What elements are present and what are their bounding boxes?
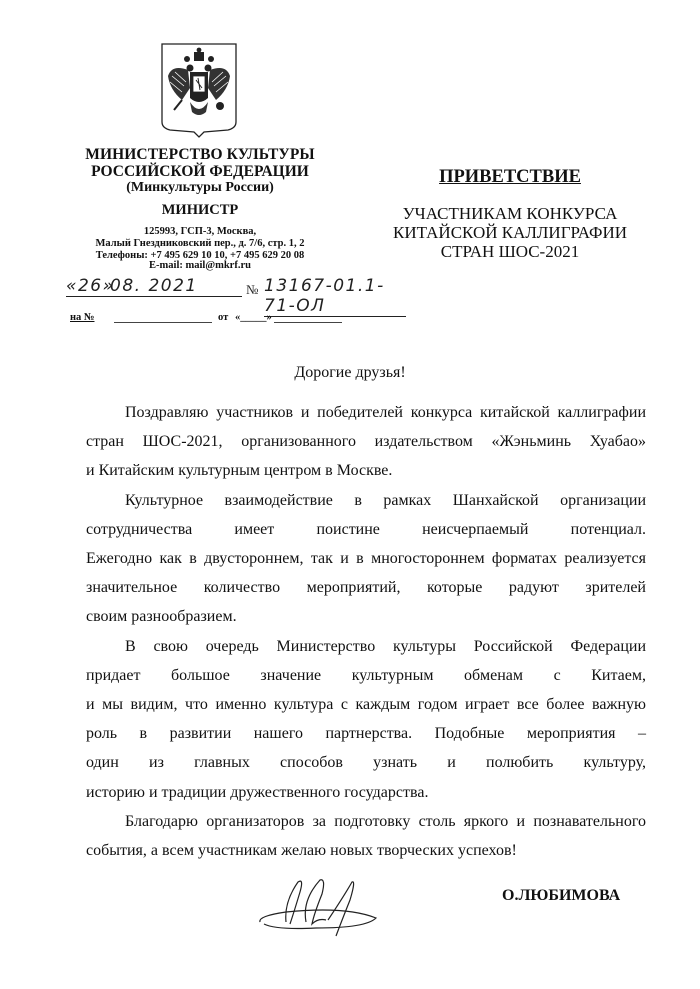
registration-line bbox=[66, 276, 406, 316]
text-line: Культурное взаимодействие в рамках Шанхайской организации bbox=[125, 491, 646, 509]
reference-from-label: от bbox=[218, 312, 229, 323]
email-address: E-mail: mail@mkrf.ru bbox=[149, 260, 251, 271]
text-line: Благодарю организаторов за подготовку столь яркого и познавательного bbox=[125, 812, 646, 830]
paragraph bbox=[86, 398, 646, 486]
signer-name: О.ЛЮБИМОВА bbox=[502, 887, 621, 904]
phone-numbers: Телефоны: +7 495 629 10 10, +7 495 629 20 08 bbox=[95, 250, 305, 261]
paragraph bbox=[86, 632, 646, 807]
text-line: один из главных способов узнать и полюбить культуру, bbox=[86, 754, 646, 772]
reference-number-blank bbox=[114, 322, 212, 323]
text-line: В свою очередь Министерство культуры Российской Федерации bbox=[125, 637, 646, 655]
reference-day-blank: «_____» bbox=[235, 312, 272, 323]
ministry-short-name: (Минкультуры России) bbox=[126, 180, 274, 195]
text-line: историю и традиции дружественного государства. bbox=[86, 783, 429, 801]
reference-number-label: на № bbox=[70, 312, 95, 323]
subtitle-line: УЧАСТНИКАМ КОНКУРСА bbox=[402, 204, 618, 223]
reference-date-blank bbox=[274, 322, 342, 323]
paragraph bbox=[86, 807, 646, 865]
text-line: события, а всем участникам желаю новых творческих успехов! bbox=[86, 842, 517, 860]
salutation: Дорогие друзья! bbox=[294, 364, 406, 381]
text-line: и Китайским культурным центром в Москве. bbox=[86, 462, 393, 480]
subtitle-line: СТРАН ШОС-2021 bbox=[440, 242, 580, 261]
registration-number: 13167-01.1-71-ОЛ bbox=[264, 276, 406, 317]
document-title: ПРИВЕТСТВИЕ bbox=[439, 167, 581, 187]
handwritten-signature-icon bbox=[256, 872, 386, 942]
ministry-name-line2: РОССИЙСКОЙ ФЕДЕРАЦИИ bbox=[91, 163, 309, 180]
registration-date-day: «26» bbox=[66, 276, 115, 296]
text-line: придает большое значение культурным обменам с Китаем, bbox=[86, 666, 646, 684]
russian-coat-of-arms-icon bbox=[160, 42, 238, 138]
text-line: Поздравляю участников и победителей конкурса китайской каллиграфии bbox=[125, 404, 646, 421]
text-line: своим разнообразием. bbox=[86, 608, 237, 626]
text-line: значительное количество мероприятий, которые радуют зрителей bbox=[86, 579, 646, 597]
text-line: Ежегодно как в двустороннем, так и в многостороннем форматах реализуется bbox=[86, 550, 646, 568]
address-line1: 125993, ГСП-3, Москва, bbox=[143, 226, 257, 237]
registration-date-month-year: 08. 2021 bbox=[110, 276, 242, 297]
position-title: МИНИСТР bbox=[161, 202, 239, 218]
subtitle-line: КИТАЙСКОЙ КАЛЛИГРАФИИ bbox=[392, 223, 627, 242]
document-subtitle bbox=[360, 204, 660, 261]
letter-body bbox=[86, 398, 646, 865]
text-line: и мы видим, что именно культура с каждым годом играет все более важную bbox=[86, 696, 646, 714]
text-line: стран ШОС-2021, организованного издательством «Жэньминь Хуабао» bbox=[86, 433, 646, 451]
text-line: сотрудничества имеет поистине неисчерпаемый потенциал. bbox=[86, 520, 646, 538]
paragraph bbox=[86, 486, 646, 632]
address-line2: Малый Гнездниковский пер., д. 7/6, стр. 1, 2 bbox=[95, 238, 305, 249]
ministry-name-line1: МИНИСТЕРСТВО КУЛЬТУРЫ bbox=[85, 146, 315, 163]
number-sign: № bbox=[246, 282, 259, 297]
reference-line bbox=[70, 312, 370, 328]
text-line: роль в развитии нашего партнерства. Подобные мероприятия – bbox=[86, 725, 646, 743]
